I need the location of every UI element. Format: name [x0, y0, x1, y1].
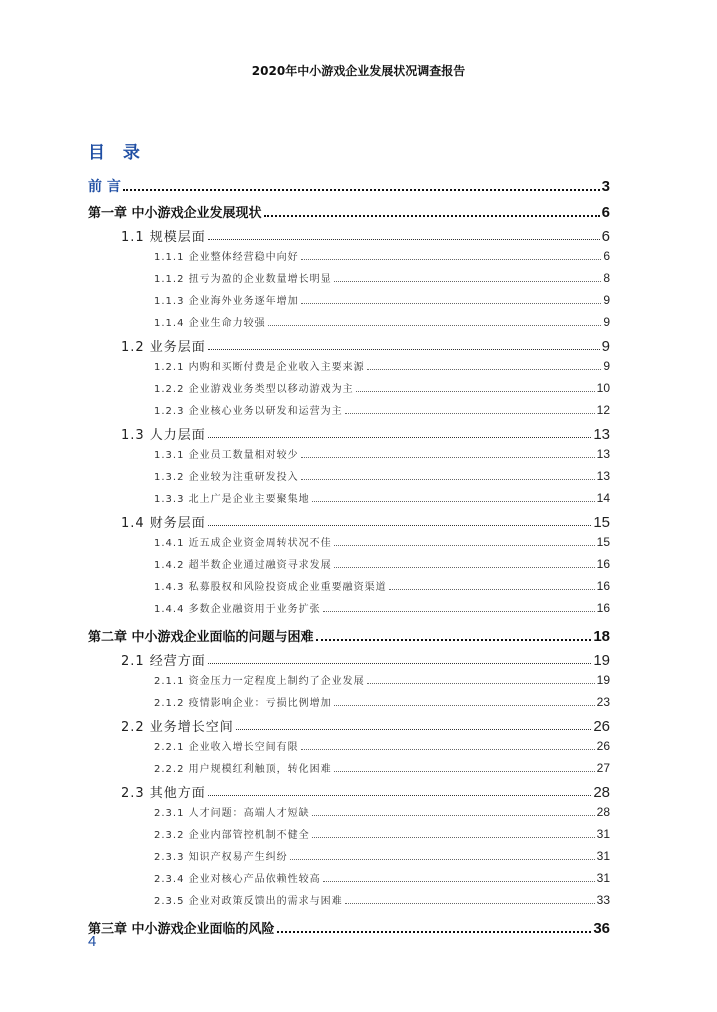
- toc-entry-sub[interactable]: [154, 270, 610, 285]
- toc-entry-page: 16: [596, 601, 610, 615]
- toc-entry-sub[interactable]: [154, 468, 610, 483]
- toc-leader-dots: [301, 303, 602, 304]
- toc-entry-page: 26: [593, 718, 610, 735]
- toc-leader-dots: [264, 215, 600, 217]
- toc-entry-page: 9: [603, 315, 610, 329]
- toc-entry-sub[interactable]: [154, 402, 610, 417]
- toc-entry-page: 19: [593, 652, 610, 669]
- toc-entry-label: 1.1.4 企业生命力较强: [154, 318, 266, 329]
- toc-entry-sub[interactable]: [154, 848, 610, 863]
- toc-entry-page: 9: [601, 338, 610, 355]
- toc-entry-sub[interactable]: [154, 694, 610, 709]
- toc-entry-page: 36: [593, 920, 610, 937]
- toc-leader-dots: [268, 325, 602, 326]
- toc-entry-page: 16: [596, 579, 610, 593]
- toc-entry-page: 26: [596, 739, 610, 753]
- toc-entry-page: 3: [601, 178, 610, 195]
- toc-entry-page: 10: [596, 381, 610, 395]
- toc-entry-page: 31: [596, 827, 610, 841]
- toc-leader-dots: [301, 479, 595, 480]
- toc-leader-dots: [334, 567, 595, 568]
- toc-entry-sub[interactable]: [154, 314, 610, 329]
- toc-entry-sub[interactable]: [154, 870, 610, 885]
- page-number: 4: [88, 933, 97, 950]
- toc-leader-dots: [367, 369, 602, 370]
- toc-entry-chapter[interactable]: [88, 202, 610, 221]
- toc-entry-page: 16: [596, 557, 610, 571]
- toc-entry-label: 1.3.1 企业员工数量相对较少: [154, 450, 299, 461]
- toc-entry-preface[interactable]: [88, 176, 610, 196]
- toc-entry-page: 6: [601, 228, 610, 245]
- toc-leader-dots: [334, 705, 595, 706]
- toc-entry-page: 13: [593, 426, 610, 443]
- toc-entry-page: 8: [603, 271, 610, 285]
- toc-entry-sub[interactable]: [154, 358, 610, 373]
- toc-entry-page: 9: [603, 293, 610, 307]
- toc-leader-dots: [334, 545, 595, 546]
- toc-leader-dots: [367, 683, 595, 684]
- toc-entry-label: 第三章 中小游戏企业面临的风险: [88, 922, 275, 937]
- toc-entry-label: 前 言: [88, 179, 121, 195]
- toc-entry-label: 2.3.4 企业对核心产品依赖性较高: [154, 874, 321, 885]
- toc-entry-label: 1.2.3 企业核心业务以研发和运营为主: [154, 406, 343, 417]
- toc-entry-section[interactable]: [121, 512, 610, 531]
- toc-entry-section[interactable]: [121, 782, 610, 801]
- toc-entry-label: 1.4.2 超半数企业通过融资寻求发展: [154, 560, 332, 571]
- page-header-title: 2020年中小游戏企业发展状况调查报告: [251, 64, 466, 78]
- toc-leader-dots: [290, 859, 595, 860]
- toc-entry-label: 第二章 中小游戏企业面临的问题与困难: [88, 630, 314, 645]
- toc-leader-dots: [389, 589, 595, 590]
- toc-leader-dots: [312, 837, 595, 838]
- toc-entry-label: 2.3 其他方面: [121, 786, 206, 801]
- toc-entry-label: 2.3.1 人才问题：高端人才短缺: [154, 808, 310, 819]
- toc-entry-sub[interactable]: [154, 600, 610, 615]
- toc-entry-page: 9: [603, 359, 610, 373]
- toc-entry-label: 1.1.1 企业整体经营稳中向好: [154, 252, 299, 263]
- toc-entry-page: 15: [596, 535, 610, 549]
- toc-entry-label: 1.4.1 近五成企业资金周转状况不佳: [154, 538, 332, 549]
- toc-entry-page: 28: [596, 805, 610, 819]
- toc-entry-label: 1.4.4 多数企业融资用于业务扩张: [154, 604, 321, 615]
- toc-entry-sub[interactable]: [154, 556, 610, 571]
- toc-leader-dots: [334, 771, 595, 772]
- toc-entry-sub[interactable]: [154, 760, 610, 775]
- toc-leader-dots: [316, 639, 592, 641]
- toc-entry-sub[interactable]: [154, 292, 610, 307]
- toc-entry-page: 23: [596, 695, 610, 709]
- toc-entry-label: 1.3.3 北上广是企业主要聚集地: [154, 494, 310, 505]
- toc-entry-label: 2.2 业务增长空间: [121, 720, 234, 735]
- toc-entry-label: 1.3.2 企业较为注重研发投入: [154, 472, 299, 483]
- toc-entry-sub[interactable]: [154, 738, 610, 753]
- toc-entry-sub[interactable]: [154, 804, 610, 819]
- toc-leader-dots: [208, 525, 592, 526]
- toc-entry-page: 6: [601, 204, 610, 221]
- toc-leader-dots: [208, 795, 592, 796]
- toc-leader-dots: [236, 729, 592, 730]
- toc-entry-label: 1.2 业务层面: [121, 340, 206, 355]
- toc-entry-sub[interactable]: [154, 826, 610, 841]
- toc-entry-label: 2.1.1 资金压力一定程度上制约了企业发展: [154, 676, 365, 687]
- toc-entry-page: 18: [593, 628, 610, 645]
- toc-entry-section[interactable]: [121, 424, 610, 443]
- toc-entry-label: 1.4 财务层面: [121, 516, 206, 531]
- toc-entry-section[interactable]: [121, 226, 610, 245]
- toc-entry-label: 2.2.2 用户规模红利触顶，转化困难: [154, 764, 332, 775]
- toc-leader-dots: [301, 259, 602, 260]
- toc-entry-label: 2.2.1 企业收入增长空间有限: [154, 742, 299, 753]
- toc-entry-page: 33: [596, 893, 610, 907]
- toc-leader-dots: [208, 239, 600, 240]
- toc-leader-dots: [312, 501, 595, 502]
- toc-entry-page: 31: [596, 849, 610, 863]
- toc-entry-label: 2.3.2 企业内部管控机制不健全: [154, 830, 310, 841]
- toc-leader-dots: [323, 881, 595, 882]
- toc-leader-dots: [334, 281, 602, 282]
- toc-entry-page: 13: [596, 447, 610, 461]
- toc-entry-label: 2.3.5 企业对政策反馈出的需求与困难: [154, 896, 343, 907]
- toc-entry-sub[interactable]: [154, 380, 610, 395]
- toc-leader-dots: [301, 457, 595, 458]
- toc-leader-dots: [123, 189, 600, 191]
- toc-leader-dots: [345, 413, 595, 414]
- toc-entry-page: 6: [603, 249, 610, 263]
- toc-leader-dots: [323, 611, 595, 612]
- toc-leader-dots: [345, 903, 595, 904]
- toc-entry-label: 1.1.2 扭亏为盈的企业数量增长明显: [154, 274, 332, 285]
- toc-entry-label: 1.2.2 企业游戏业务类型以移动游戏为主: [154, 384, 354, 395]
- toc-entry-sub[interactable]: [154, 578, 610, 593]
- toc-entry-label: 第一章 中小游戏企业发展现状: [88, 206, 262, 221]
- toc-leader-dots: [208, 663, 592, 664]
- toc-entry-page: 19: [596, 673, 610, 687]
- toc-title: 目 录: [88, 143, 146, 163]
- toc-leader-dots: [356, 391, 595, 392]
- toc-leader-dots: [301, 749, 595, 750]
- toc-leader-dots: [208, 349, 600, 350]
- toc-entry-sub[interactable]: [154, 490, 610, 505]
- toc-entry-sub[interactable]: [154, 672, 610, 687]
- toc-entry-page: 12: [596, 403, 610, 417]
- toc-entry-section[interactable]: [121, 650, 610, 669]
- toc-entry-section[interactable]: [121, 336, 610, 355]
- toc-entry-chapter[interactable]: [88, 626, 610, 645]
- toc-entry-label: 2.3.3 知识产权易产生纠纷: [154, 852, 288, 863]
- toc-entry-sub[interactable]: [154, 446, 610, 461]
- toc-entry-label: 1.4.3 私募股权和风险投资成企业重要融资渠道: [154, 582, 387, 593]
- toc-entry-section[interactable]: [121, 716, 610, 735]
- toc-entry-label: 1.1 规模层面: [121, 230, 206, 245]
- toc-entry-sub[interactable]: [154, 534, 610, 549]
- toc-entry-label: 1.2.1 内购和买断付费是企业收入主要来源: [154, 362, 365, 373]
- toc-entry-page: 14: [596, 491, 610, 505]
- toc-entry-label: 2.1.2 疫情影响企业：亏损比例增加: [154, 698, 332, 709]
- toc-entry-label: 2.1 经营方面: [121, 654, 206, 669]
- toc-entry-page: 13: [596, 469, 610, 483]
- toc-leader-dots: [277, 931, 592, 933]
- toc-entry-label: 1.3 人力层面: [121, 428, 206, 443]
- toc-entry-page: 28: [593, 784, 610, 801]
- toc-entry-page: 15: [593, 514, 610, 531]
- toc-entry-label: 1.1.3 企业海外业务逐年增加: [154, 296, 299, 307]
- toc-entry-sub[interactable]: [154, 248, 610, 263]
- toc-leader-dots: [312, 815, 595, 816]
- toc-leader-dots: [208, 437, 592, 438]
- toc-entry-page: 31: [596, 871, 610, 885]
- toc-entry-sub[interactable]: [154, 892, 610, 907]
- toc-entry-page: 27: [596, 761, 610, 775]
- toc-entry-chapter[interactable]: [88, 918, 610, 937]
